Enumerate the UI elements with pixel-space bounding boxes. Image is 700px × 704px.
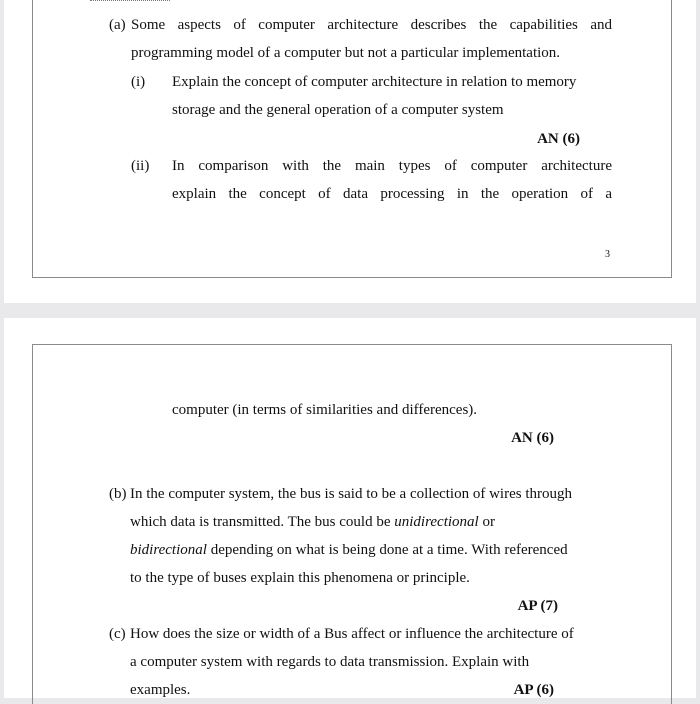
part-c-line-1: How does the size or width of a Bus affect or influence the architecture of <box>130 626 574 642</box>
part-a-ii-line-2: explain the concept of data processing in the operation of a <box>172 186 612 202</box>
part-a-line-1: Some aspects of computer architecture describes the capabilities and <box>131 17 612 33</box>
part-b-marker: (b) <box>109 486 127 502</box>
part-b-line-4: to the type of buses explain this phenomena or principle. <box>130 570 470 586</box>
term-bidirectional: bidirectional <box>130 542 207 558</box>
part-c-mark: AP (6) <box>513 682 554 698</box>
part-a-ii-marker: (ii) <box>131 158 150 174</box>
part-a-i-line-2: storage and the general operation of a computer system <box>172 102 504 118</box>
part-a-i-line-1: Explain the concept of computer architecture in relation to memory <box>172 74 577 90</box>
part-b-line-2-end: or <box>478 514 495 530</box>
part-a-i-mark: AN (6) <box>537 131 580 147</box>
part-b-line-3 <box>130 541 568 559</box>
part-a-marker: (a) <box>109 17 126 33</box>
part-c-marker: (c) <box>109 626 126 642</box>
part-b-line-3-text: depending on what is being done at a time. With referenced <box>206 542 568 558</box>
part-c-line-3: examples. <box>130 682 191 698</box>
part-b-line-2 <box>130 513 495 531</box>
part-a-ii-mark: AN (6) <box>511 430 554 446</box>
part-a-ii-line-1: In comparison with the main types of computer architecture <box>172 158 612 174</box>
part-a-line-2: programming model of a computer but not a particular implementation. <box>131 45 561 61</box>
page-number: 3 <box>605 249 610 260</box>
page-3 <box>4 0 696 303</box>
part-b-line-2-text: which data is transmitted. The bus could be <box>130 514 395 530</box>
part-c-line-2: a computer system with regards to data transmission. Explain with <box>130 654 530 670</box>
part-a-i-marker: (i) <box>131 74 146 90</box>
part-b-mark: AP (7) <box>517 598 558 614</box>
page-4 <box>4 318 696 698</box>
part-b-line-1: In the computer system, the bus is said to be a collection of wires through <box>130 486 572 502</box>
part-a-ii-line-3: computer (in terms of similarities and differences). <box>172 402 478 418</box>
term-unidirectional: unidirectional <box>394 514 479 530</box>
